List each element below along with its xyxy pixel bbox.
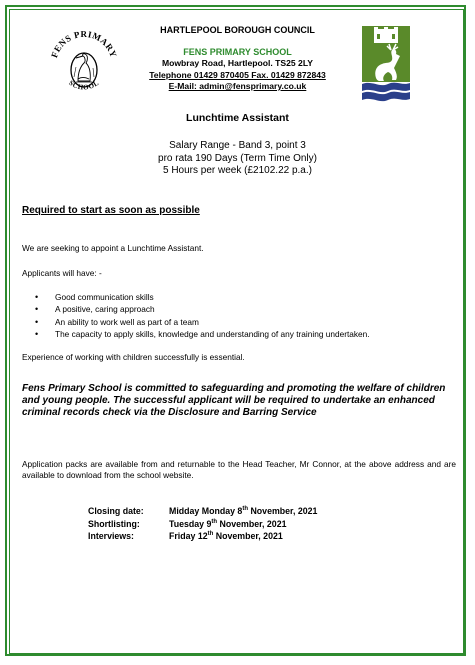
salary-line: 5 Hours per week (£2102.22 p.a.) [163,165,312,176]
date-label: Closing date: [88,506,144,516]
school-email: E-Mail: admin@fensprimary.co.uk [168,81,307,91]
key-dates [88,505,317,543]
experience-text: Experience of working with children successfully is essential. [22,352,245,362]
school-name: FENS PRIMARY SCHOOL [183,46,292,57]
intro-text: We are seeking to appoint a Lunchtime Assistant. [22,243,204,253]
school-logo-bottom-text: SCHOOL [67,78,101,92]
date-value: Tuesday 9th November, 2021 [169,518,287,529]
date-row-interviews [88,530,317,543]
school-logo-top-text: FENS PRIMARY [49,28,119,60]
date-value: Midday Monday 8th November, 2021 [169,506,318,516]
job-title: Lunchtime Assistant [186,112,289,124]
date-row-shortlisting [88,518,317,531]
list-item: • A positive, caring approach [22,303,370,315]
date-label: Interviews: [88,531,134,541]
list-item: • The capacity to apply skills, knowledge and understanding of any training undertaken. [22,328,370,340]
school-phone: Telephone 01429 870405 Fax. 01429 872843 [149,69,326,80]
school-logo [48,27,120,99]
list-item: • Good communication skills [22,291,370,303]
council-crest-logo [362,26,410,102]
start-requirement: Required to start as soon as possible [22,205,200,216]
salary-line: Salary Range - Band 3, point 3 [169,140,306,151]
applicants-heading: Applicants will have: - [22,268,102,278]
letterhead [120,25,355,93]
school-address: Mowbray Road, Hartlepool. TS25 2LY [161,58,314,68]
qualities-list [22,291,370,340]
date-row-closing [88,505,317,518]
date-label: Shortlisting: [88,518,140,529]
date-value: Friday 12th November, 2021 [169,531,283,541]
council-name: HARTLEPOOL BOROUGH COUNCIL [160,25,315,35]
application-packs-text: Application packs are available from and returnable to the Head Teacher, Mr Connor, at the above address and are available to download from the school website. [22,459,456,480]
salary-line: pro rata 190 Days (Term Time Only) [158,152,317,164]
salary-details [0,140,475,178]
list-item: • An ability to work well as part of a team [22,316,370,328]
safeguarding-statement: Fens Primary School is committed to safeguarding and promoting the welfare of children and young people. The successful applicant will be required to undertake an enhanced criminal records check via the Disclosure and Barring Service [22,383,446,418]
